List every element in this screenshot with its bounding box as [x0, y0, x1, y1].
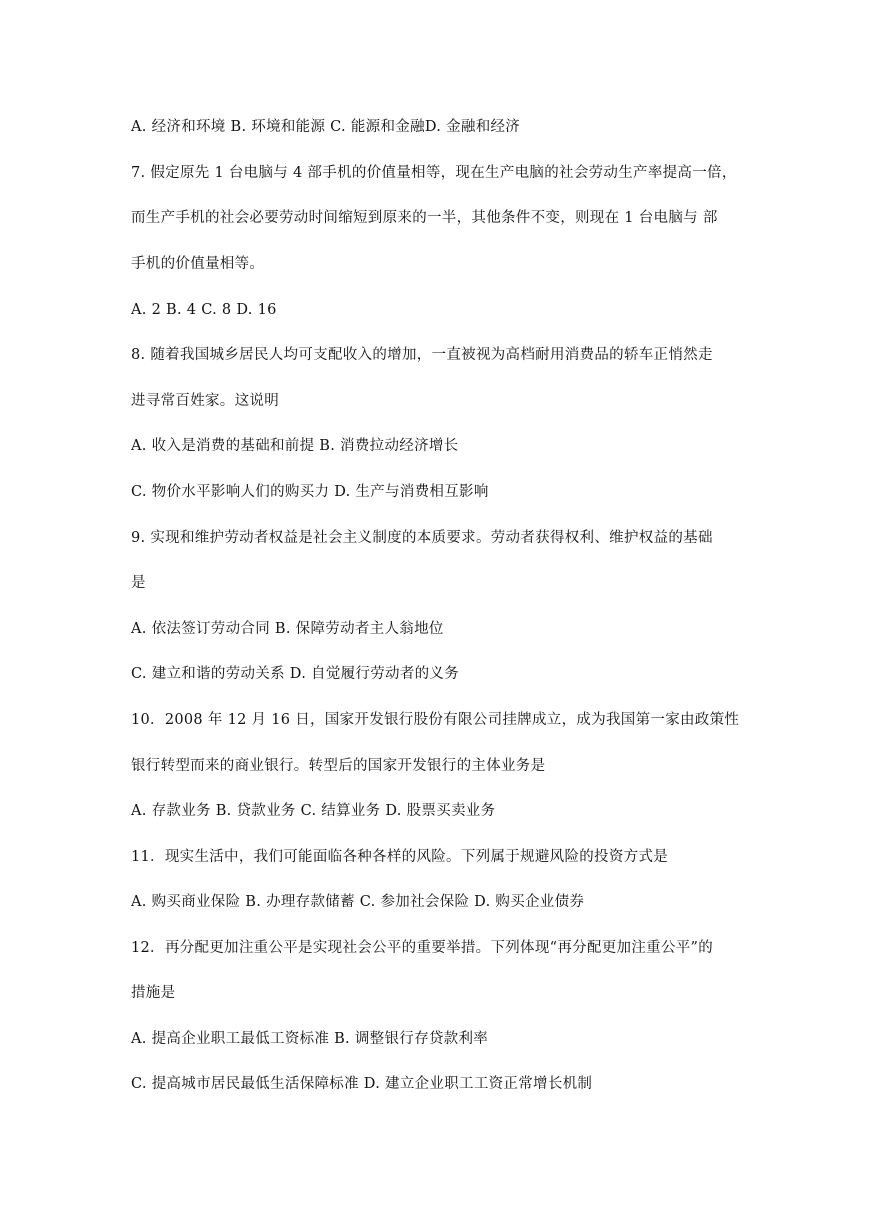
- text-line: 而生产手机的社会必要劳动时间缩短到原来的一半，其他条件不变，则现在 1 台电脑与 部: [131, 210, 718, 226]
- text-line: A. 收入是消费的基础和前提 B. 消费拉动经济增长: [131, 438, 459, 454]
- text-line: 9. 实现和维护劳动者权益是社会主义制度的本质要求。劳动者获得权利、维护权益的基础: [131, 530, 713, 546]
- text-line: 是: [131, 575, 146, 591]
- text-line: A. 2 B. 4 C. 8 D. 16: [131, 302, 277, 318]
- text-line: 进寻常百姓家。这说明: [131, 393, 279, 409]
- text-line: A. 购买商业保险 B. 办理存款储蓄 C. 参加社会保险 D. 购买企业债券: [131, 894, 585, 910]
- text-line: A. 经济和环境 B. 环境和能源 C. 能源和金融D. 金融和经济: [131, 119, 521, 135]
- text-line: 银行转型而来的商业银行。转型后的国家开发银行的主体业务是: [131, 758, 546, 774]
- text-line: 措施是: [131, 985, 176, 1001]
- text-line: 7. 假定原先 1 台电脑与 4 部手机的价值量相等，现在生产电脑的社会劳动生产率提高一倍，: [131, 165, 737, 181]
- text-line: A. 提高企业职工最低工资标准 B. 调整银行存贷款利率: [131, 1031, 489, 1047]
- text-line: 8. 随着我国城乡居民人均可支配收入的增加，一直被视为高档耐用消费品的轿车正悄然走: [131, 347, 713, 363]
- text-line: C. 提高城市居民最低生活保障标准 D. 建立企业职工工资正常增长机制: [131, 1076, 593, 1092]
- text-line: 11．现实生活中，我们可能面临各种各样的风险。下列属于规避风险的投资方式是: [131, 849, 669, 865]
- text-line: A. 存款业务 B. 贷款业务 C. 结算业务 D. 股票买卖业务: [131, 803, 496, 819]
- text-line: C. 建立和谐的劳动关系 D. 自觉履行劳动者的义务: [131, 666, 460, 682]
- text-line: C. 物价水平影响人们的购买力 D. 生产与消费相互影响: [131, 484, 489, 500]
- text-line: 12．再分配更加注重公平是实现社会公平的重要举措。下列体现“再分配更加注重公平”的: [131, 940, 714, 956]
- text-line: A. 依法签订劳动合同 B. 保障劳动者主人翁地位: [131, 621, 444, 637]
- text-line: 10．2008 年 12 月 16 日，国家开发银行股份有限公司挂牌成立，成为我国第一家由政策性: [131, 712, 740, 728]
- text-line: 手机的价值量相等。: [131, 256, 265, 272]
